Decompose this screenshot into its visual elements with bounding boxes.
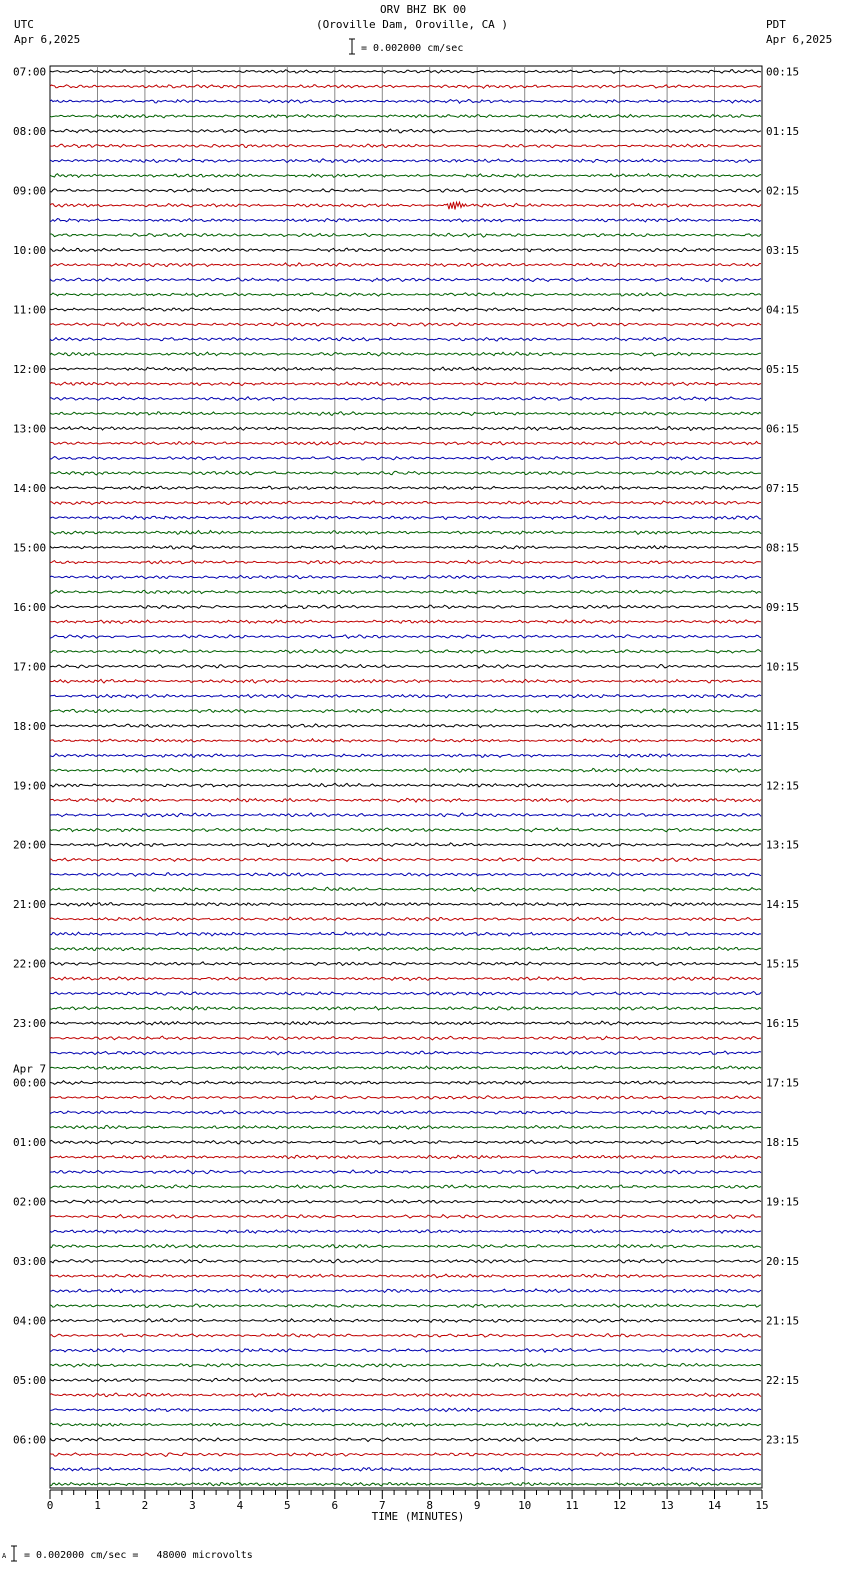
- seismic-trace: [50, 709, 761, 713]
- seismic-trace: [50, 233, 761, 237]
- seismic-trace: [50, 1021, 761, 1025]
- footer-scale-bar-icon: [11, 1546, 17, 1561]
- seismic-trace: [50, 1230, 761, 1233]
- seismic-trace: [50, 129, 761, 133]
- seismic-trace: [50, 219, 761, 222]
- seismic-trace: [50, 202, 761, 210]
- seismic-trace: [50, 1125, 761, 1129]
- seismic-trace: [50, 1349, 761, 1353]
- hour-label-left: 04:00: [13, 1314, 47, 1328]
- seismic-trace: [50, 189, 761, 193]
- seismic-trace: [50, 605, 761, 609]
- seismic-trace: [50, 1304, 761, 1307]
- hour-label-right: 07:15: [766, 481, 800, 495]
- location-subtitle: (Oroville Dam, Oroville, CA ): [316, 18, 509, 31]
- seismic-trace: [50, 798, 761, 802]
- seismic-trace: [50, 768, 761, 772]
- hour-label-left: 09:00: [13, 184, 47, 198]
- hour-label-left: 23:00: [13, 1017, 47, 1031]
- seismic-trace: [50, 1155, 761, 1159]
- seismic-trace: [50, 263, 761, 267]
- seismic-trace: [50, 1111, 761, 1114]
- seismic-trace: [50, 70, 761, 74]
- seismic-trace: [50, 1185, 761, 1189]
- x-tick-label: 13: [660, 1499, 674, 1512]
- hour-label-right: 20:15: [766, 1255, 800, 1269]
- seismic-trace: [50, 486, 761, 490]
- seismic-trace: [50, 1467, 761, 1471]
- hour-label-right: 02:15: [766, 184, 800, 198]
- hour-label-right: 19:15: [766, 1195, 800, 1209]
- hour-label-right: 11:15: [766, 719, 800, 733]
- hour-label-right: 04:15: [766, 303, 800, 317]
- hour-label-right: 22:15: [766, 1374, 800, 1388]
- seismic-trace: [50, 887, 761, 891]
- seismic-trace: [50, 1408, 761, 1412]
- x-tick-label: 7: [378, 1499, 386, 1512]
- seismic-trace: [50, 144, 761, 148]
- hour-label-right: 17:15: [766, 1076, 800, 1090]
- scale-label: = 0.002000 cm/sec: [361, 43, 464, 54]
- seismic-trace: [50, 248, 761, 252]
- seismic-trace: [50, 546, 761, 550]
- left-timezone: UTC: [14, 18, 34, 31]
- seismic-trace: [50, 323, 761, 326]
- seismic-trace: [50, 352, 761, 356]
- hour-label-left: 21:00: [13, 898, 47, 912]
- hour-label-right: 03:15: [766, 243, 800, 257]
- scale-bar-icon: [349, 39, 355, 54]
- seismic-trace: [50, 1036, 761, 1040]
- seismic-trace: [50, 1170, 761, 1174]
- date-change-label: Apr 7: [13, 1062, 47, 1076]
- hour-label-right: 13:15: [766, 838, 800, 852]
- seismic-trace: [50, 992, 761, 996]
- seismic-trace: [50, 531, 761, 535]
- seismic-trace: [50, 293, 761, 297]
- x-tick-label: 0: [46, 1499, 54, 1512]
- hour-label-right: 08:15: [766, 541, 800, 555]
- seismic-trace: [50, 441, 761, 445]
- hour-label-right: 16:15: [766, 1017, 800, 1031]
- seismic-trace: [50, 1051, 761, 1055]
- seismic-trace: [50, 932, 761, 936]
- seismic-trace: [50, 1140, 761, 1144]
- x-tick-label: 8: [426, 1499, 434, 1512]
- x-tick-label: 10: [518, 1499, 532, 1512]
- hour-label-left: 22:00: [13, 957, 47, 971]
- seismic-trace: [50, 1259, 761, 1263]
- seismic-trace: [50, 858, 761, 862]
- seismic-trace: [50, 1081, 761, 1085]
- hour-label-left: 03:00: [13, 1255, 47, 1269]
- hour-label-right: 18:15: [766, 1136, 800, 1150]
- hour-label-left: 17:00: [13, 660, 47, 674]
- seismic-trace: [50, 1453, 761, 1457]
- seismic-trace: [50, 85, 761, 89]
- seismic-trace: [50, 100, 761, 104]
- seismic-trace: [50, 724, 761, 728]
- seismic-trace: [50, 1363, 761, 1367]
- seismic-trace: [50, 1066, 761, 1070]
- x-tick-label: 14: [707, 1499, 722, 1512]
- x-tick-label: 2: [141, 1499, 149, 1512]
- hour-label-left: 19:00: [13, 779, 47, 793]
- seismic-trace: [50, 308, 761, 312]
- hour-label-left: 20:00: [13, 838, 47, 852]
- hour-label-left: 01:00: [13, 1136, 47, 1150]
- hour-label-right: 14:15: [766, 898, 800, 912]
- hour-label-left: 13:00: [13, 422, 47, 436]
- hour-label-left: 10:00: [13, 243, 47, 257]
- hour-label-right: 00:15: [766, 65, 800, 79]
- x-axis-title: TIME (MINUTES): [371, 1510, 465, 1523]
- seismic-trace: [50, 397, 761, 401]
- seismic-trace: [50, 174, 761, 178]
- seismic-trace: [50, 427, 761, 431]
- seismic-trace: [50, 947, 761, 951]
- seismic-trace: [50, 159, 761, 163]
- seismic-trace: [50, 457, 761, 460]
- hour-label-left: 08:00: [13, 125, 47, 138]
- right-timezone: PDT: [766, 18, 786, 31]
- x-tick-label: 12: [612, 1499, 627, 1512]
- hour-label-left: 16:00: [13, 600, 47, 614]
- hour-label-left: 12:00: [13, 362, 47, 376]
- seismic-trace: [50, 694, 761, 698]
- seismic-trace: [50, 278, 761, 282]
- hour-label-right: 06:15: [766, 422, 800, 436]
- seismic-trace: [50, 1244, 761, 1248]
- seismic-trace: [50, 843, 761, 847]
- hour-label-right: 10:15: [766, 660, 800, 674]
- hour-label-left: 05:00: [13, 1374, 47, 1388]
- left-date: Apr 6,2025: [14, 33, 81, 46]
- seismic-trace: [50, 516, 761, 520]
- seismic-trace: [50, 679, 761, 683]
- seismic-trace: [50, 1215, 761, 1219]
- footer-scale-label: = 0.002000 cm/sec = 48000 microvolts: [24, 1550, 253, 1561]
- x-tick-label: 1: [94, 1499, 101, 1512]
- x-tick-label: 9: [473, 1499, 481, 1512]
- seismic-trace: [50, 962, 761, 966]
- seismic-trace: [50, 337, 761, 341]
- seismic-trace: [50, 739, 761, 743]
- hour-label-right: 01:15: [766, 125, 800, 138]
- seismic-trace: [50, 665, 761, 669]
- seismic-trace: [50, 903, 761, 906]
- hour-label-left: 02:00: [13, 1195, 47, 1209]
- hour-label-left: 11:00: [13, 303, 47, 317]
- seismic-trace: [50, 501, 761, 505]
- seismic-trace: [50, 412, 761, 416]
- seismic-trace: [50, 1274, 761, 1278]
- seismic-trace: [50, 620, 761, 624]
- seismic-trace: [50, 1423, 761, 1427]
- hour-label-left: 15:00: [13, 541, 47, 555]
- seismic-trace: [50, 382, 761, 386]
- hour-label-right: 12:15: [766, 779, 800, 793]
- x-tick-label: 4: [236, 1499, 244, 1512]
- x-tick-label: 5: [283, 1499, 291, 1512]
- seismic-trace: [50, 828, 761, 832]
- seismic-trace: [50, 977, 761, 981]
- seismic-trace: [50, 1096, 761, 1100]
- hour-label-right: 05:15: [766, 362, 800, 376]
- seismic-trace: [50, 471, 761, 475]
- hour-label-left: 18:00: [13, 719, 47, 733]
- station-title: ORV BHZ BK 00: [380, 3, 467, 16]
- footer-scale-prefix: A: [2, 1552, 7, 1560]
- hour-label-right: 09:15: [766, 600, 800, 614]
- seismic-trace: [50, 813, 761, 817]
- seismic-trace: [50, 1438, 761, 1442]
- hour-label-right: 21:15: [766, 1314, 800, 1328]
- seismic-trace: [50, 575, 761, 579]
- seismic-trace: [50, 1007, 761, 1011]
- hour-label-left: 00:00: [13, 1076, 47, 1090]
- seismic-trace: [50, 1289, 761, 1293]
- x-tick-label: 11: [565, 1499, 579, 1512]
- seismic-trace: [50, 754, 761, 758]
- seismic-trace: [50, 650, 761, 654]
- hour-label-right: 15:15: [766, 957, 800, 971]
- seismic-trace: [50, 1334, 761, 1338]
- seismic-trace: [50, 873, 761, 877]
- seismic-trace: [50, 1378, 761, 1382]
- seismic-trace: [50, 635, 761, 639]
- hour-label-right: 23:15: [766, 1433, 800, 1447]
- seismic-trace: [50, 367, 761, 371]
- seismic-trace: [50, 114, 761, 118]
- seismic-trace: [50, 1483, 761, 1487]
- x-tick-label: 15: [755, 1499, 769, 1512]
- hour-label-left: 07:00: [13, 65, 47, 79]
- seismic-trace: [50, 1200, 761, 1204]
- seismic-trace: [50, 917, 761, 921]
- hour-label-left: 06:00: [13, 1433, 47, 1447]
- seismic-trace: [50, 783, 761, 787]
- right-date: Apr 6,2025: [766, 33, 833, 46]
- seismic-trace: [50, 560, 761, 564]
- x-tick-label: 6: [331, 1499, 339, 1512]
- seismic-trace: [50, 590, 761, 593]
- seismic-trace: [50, 1393, 761, 1397]
- x-tick-label: 3: [189, 1499, 196, 1512]
- hour-label-left: 14:00: [13, 481, 47, 495]
- seismic-trace: [50, 1319, 761, 1323]
